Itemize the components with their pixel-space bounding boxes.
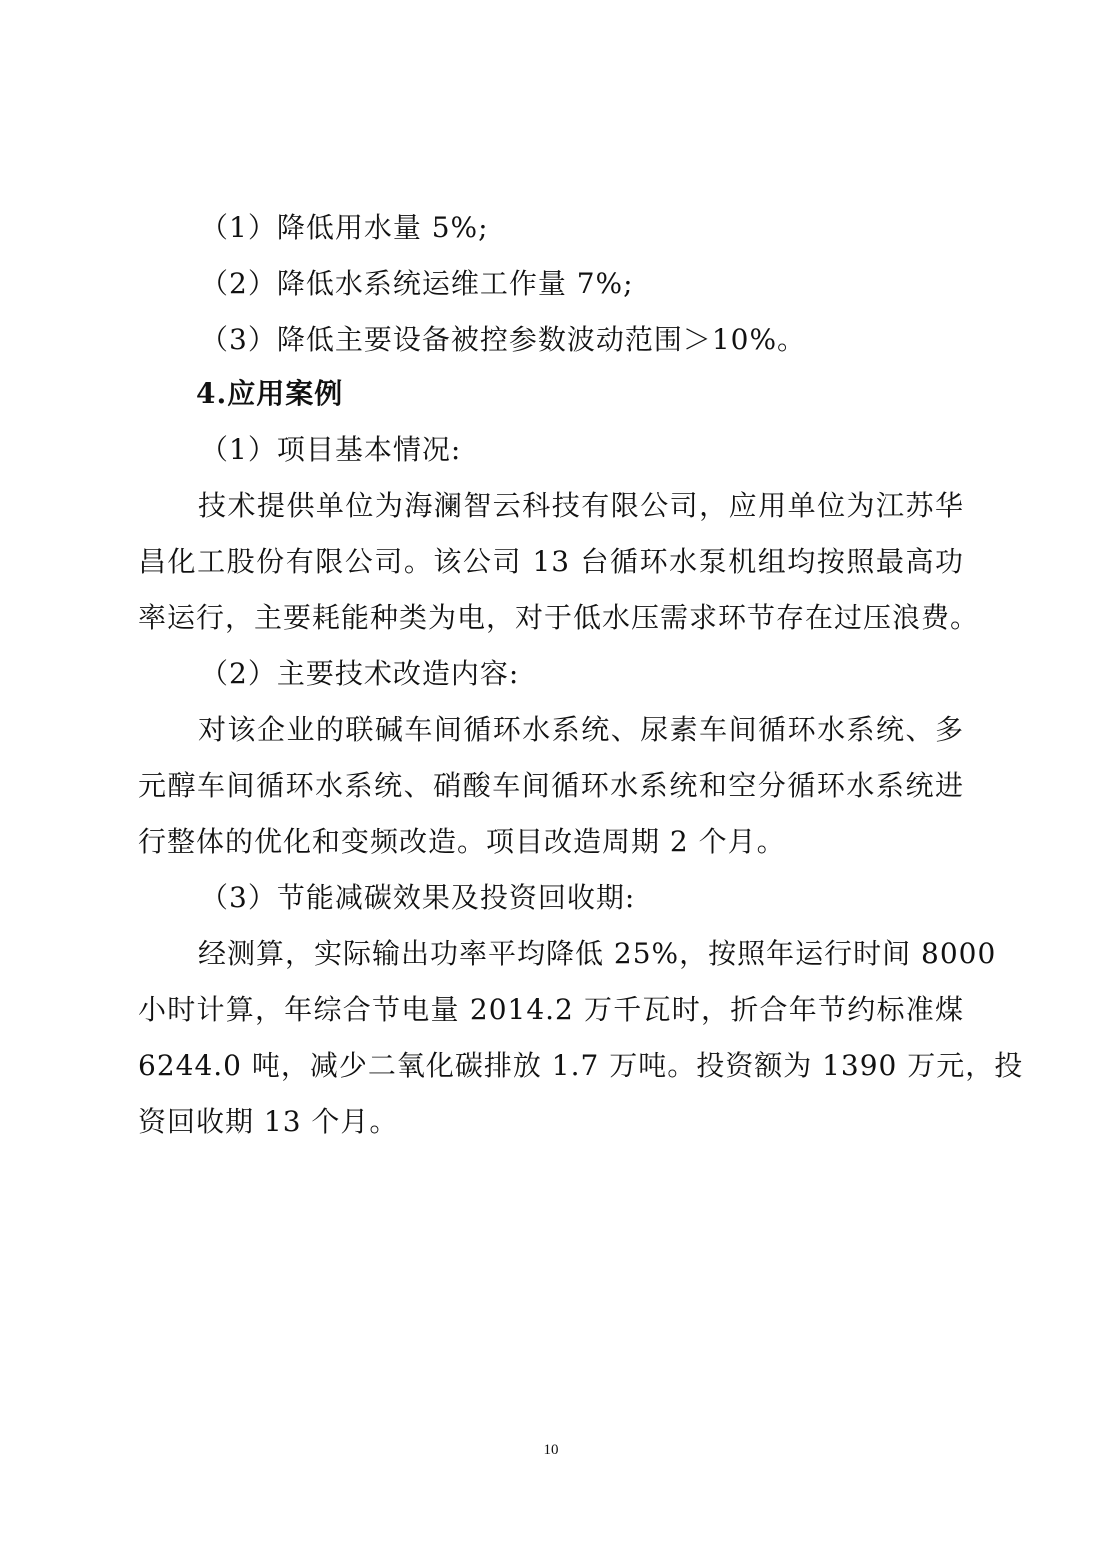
subsection-title-renovation: （2）主要技术改造内容:	[200, 657, 520, 690]
subsection-title-basic-info: （1）项目基本情况:	[200, 433, 462, 466]
paragraph-renovation-line-1: 对该企业的联碱车间循环水系统、尿素车间循环水系统、多	[198, 713, 964, 746]
paragraph-basic-info-line-1: 技术提供单位为海澜智云科技有限公司，应用单位为江苏华	[198, 489, 964, 522]
paragraph-renovation-line-3: 行整体的优化和变频改造。项目改造周期 2 个月。	[138, 825, 786, 858]
paragraph-renovation-line-2: 元醇车间循环水系统、硝酸车间循环水系统和空分循环水系统进	[138, 769, 964, 802]
paragraph-effects-line-1: 经测算，实际输出功率平均降低 25%，按照年运行时间 8000	[198, 937, 997, 970]
paragraph-effects-line-2: 小时计算，年综合节电量 2014.2 万千瓦时，折合年节约标准煤	[138, 993, 964, 1026]
paragraph-basic-info-line-2: 昌化工股份有限公司。该公司 13 台循环水泵机组均按照最高功	[138, 545, 964, 578]
subsection-title-effects: （3）节能减碳效果及投资回收期:	[200, 881, 636, 914]
paragraph-effects-line-3: 6244.0 吨，减少二氧化碳排放 1.7 万吨。投资额为 1390 万元，投	[138, 1049, 1024, 1082]
paragraph-effects-line-4: 资回收期 13 个月。	[138, 1105, 399, 1138]
effect-item-3: （3）降低主要设备被控参数波动范围＞10%。	[200, 323, 807, 356]
section-heading: 4.应用案例	[196, 377, 344, 410]
effect-item-1: （1）降低用水量 5%;	[200, 211, 489, 244]
page-number: 10	[543, 1442, 559, 1458]
effect-item-2: （2）降低水系统运维工作量 7%;	[200, 267, 634, 300]
paragraph-basic-info-line-3: 率运行，主要耗能种类为电，对于低水压需求环节存在过压浪费。	[138, 601, 980, 634]
